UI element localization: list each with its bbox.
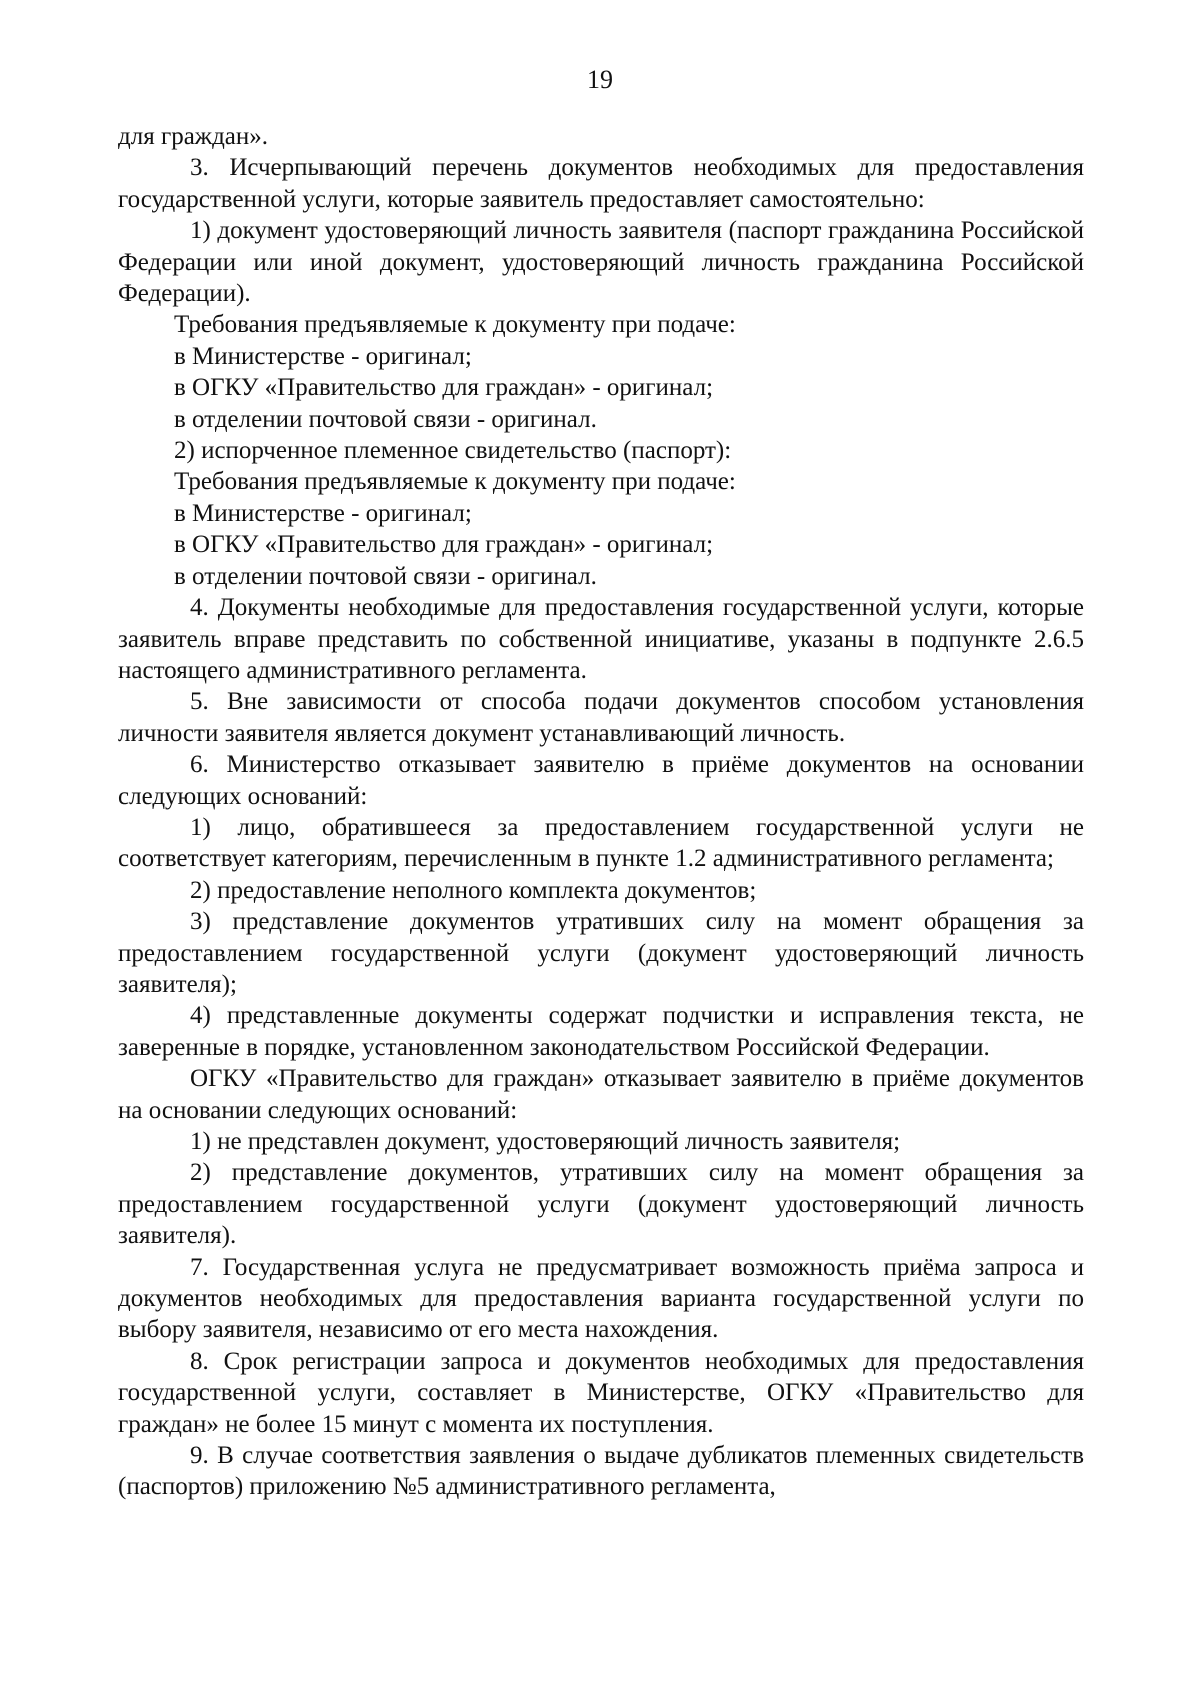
paragraph-ogku-original-1: в ОГКУ «Правительство для граждан» - оригинал; bbox=[174, 374, 714, 402]
paragraph-subitem-6-1: 1) лицо, обратившееся за предоставлением государственной услуги не соответствует категориям, перечисленным в пункте 1.2 административного регламента; bbox=[118, 813, 1084, 873]
paragraph-ogku-original-2: в ОГКУ «Правительство для граждан» - оригинал; bbox=[174, 531, 714, 559]
paragraph-subitem-3-2: 2) испорченное племенное свидетельство (паспорт): bbox=[174, 437, 732, 465]
paragraph-item-5: 5. Вне зависимости от способа подачи документов способом установления личности заявителя является документ устанавливающий личность. bbox=[118, 688, 1084, 747]
paragraph-subitem-3-1: 1) документ удостоверяющий личность заявителя (паспорт гражданина Российской Федерации или иной документ, удостоверяющий личность гражданина Российской Федерации). bbox=[118, 217, 1084, 308]
paragraph-subitem-6-3: 3) представление документов утративших силу на момент обращения за предоставлением государственной услуги (документ удостоверяющий личность заявителя); bbox=[118, 908, 1084, 998]
paragraph-ogku-refusal-2: 2) представление документов, утративших силу на момент обращения за предоставлением государственной услуги (документ удостоверяющий личность заявителя). bbox=[118, 1159, 1084, 1250]
paragraph-item-8: 8. Срок регистрации запроса и документов необходимых для предоставления государственной услуги, составляет в Министерстве, ОГКУ «Правительство для граждан» не более 15 минут с момента их поступления. bbox=[118, 1347, 1084, 1438]
paragraph-requirements-2: Требования предъявляемые к документу при подаче: bbox=[174, 468, 736, 496]
paragraph-item-9: 9. В случае соответствия заявления о выдаче дубликатов племенных свидетельств (паспортов) приложению №5 административного регламента, bbox=[118, 1442, 1084, 1501]
paragraph-requirements-1: Требования предъявляемые к документу при подаче: bbox=[174, 311, 736, 339]
paragraph-ogku-refusal-1: 1) не представлен документ, удостоверяющий личность заявителя; bbox=[190, 1128, 901, 1155]
paragraph-item-4: 4. Документы необходимые для предоставления государственной услуги, которые заявитель вправе представить по собственной инициативе, указаны в подпункте 2.6.5 настоящего административного регламента. bbox=[118, 594, 1084, 684]
paragraph-item-6: 6. Министерство отказывает заявителю в приёме документов на основании следующих оснований: bbox=[118, 751, 1084, 810]
paragraph-item-7: 7. Государственная услуга не предусматривает возможность приёма запроса и документов необходимых для предоставления варианта государственной услуги по выбору заявителя, независимо от его места нахождения. bbox=[118, 1253, 1084, 1344]
paragraph-item-3: 3. Исчерпывающий перечень документов необходимых для предоставления государственной услуги, которые заявитель предоставляет самостоятельно: bbox=[118, 154, 1084, 213]
paragraph-subitem-6-2: 2) предоставление неполного комплекта документов; bbox=[190, 876, 757, 904]
paragraph-continuation: для граждан». bbox=[118, 123, 269, 150]
paragraph-ministry-original-1: в Министерстве - оригинал; bbox=[174, 342, 472, 370]
paragraph-subitem-6-4: 4) представленные документы содержат подчистки и исправления текста, не заверенные в порядке, установленном законодательством Российской Федерации. bbox=[118, 1002, 1084, 1061]
paragraph-ministry-original-2: в Министерстве - оригинал; bbox=[174, 499, 472, 527]
paragraph-ogku-refusal: ОГКУ «Правительство для граждан» отказывает заявителю в приёме документов на основании следующих оснований: bbox=[118, 1065, 1084, 1124]
document-body bbox=[118, 121, 1084, 1503]
paragraph-post-original-2: в отделении почтовой связи - оригинал. bbox=[174, 562, 597, 590]
paragraph-post-original-1: в отделении почтовой связи - оригинал. bbox=[174, 405, 597, 433]
page-number: 19 bbox=[587, 65, 613, 94]
